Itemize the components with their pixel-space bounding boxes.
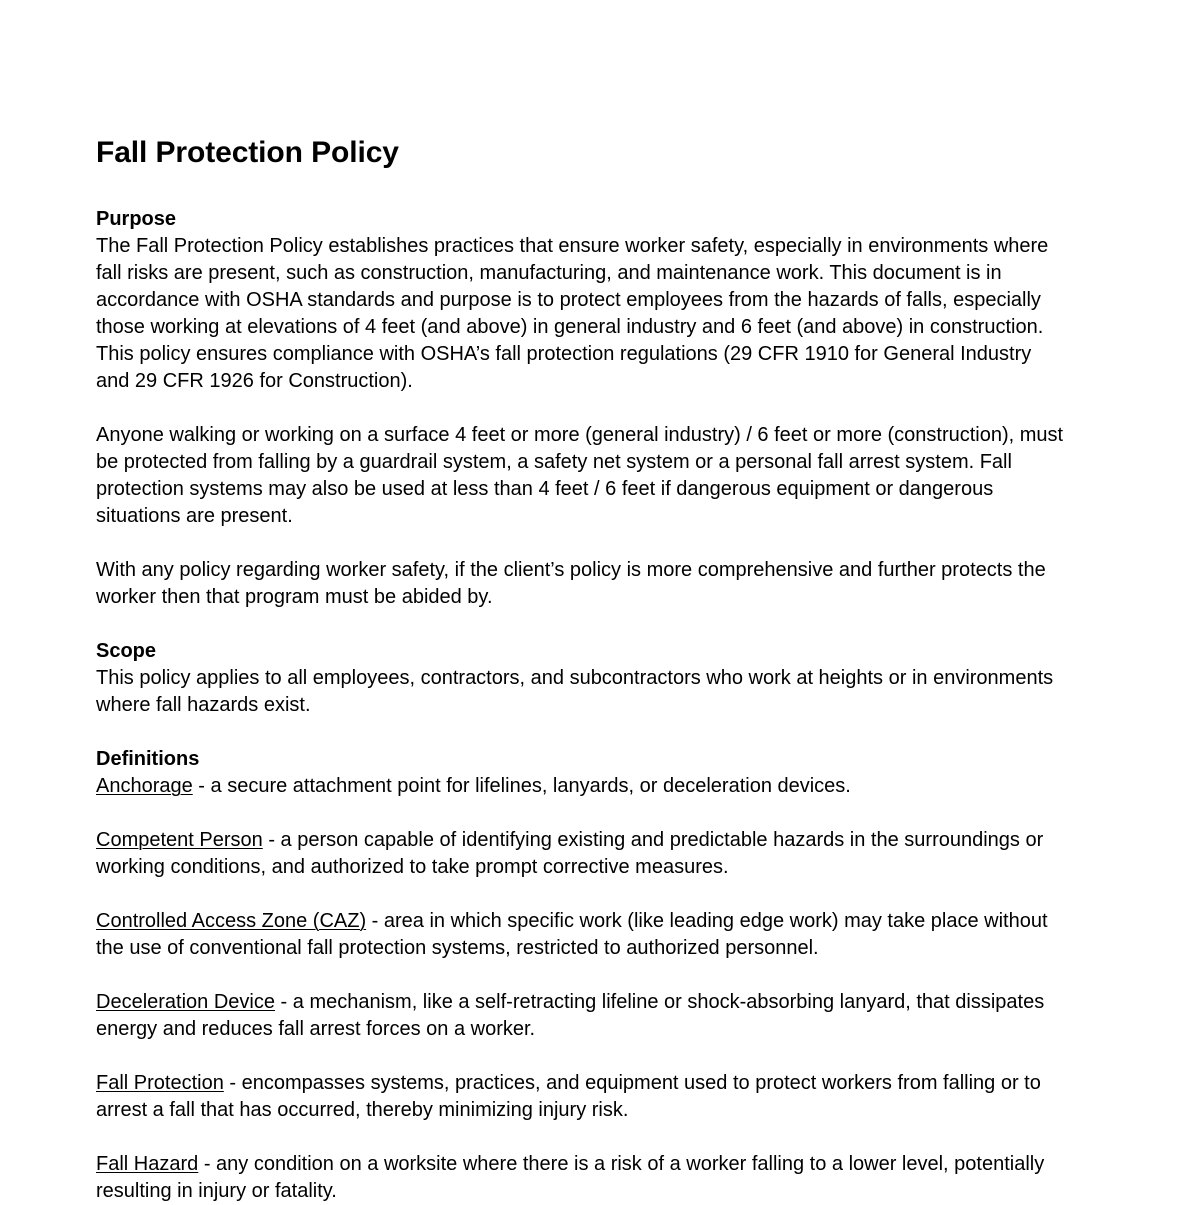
section-scope	[96, 638, 1065, 719]
definition-term: Competent Person	[96, 829, 263, 851]
definition-description: - area in which specific work (like leading edge work) may take place without the use of conventional fall protection systems, restricted to authorized personnel.	[96, 910, 1048, 959]
purpose-paragraph-1: The Fall Protection Policy establishes practices that ensure worker safety, especially in environments where fall risks are present, such as construction, manufacturing, and maintenance work. This document is in accordance with OSHA standards and purpose is to protect employees from the hazards of falls, especially those working at elevations of 4 feet (and above) in general industry and 6 feet (and above) in construction. This policy ensures compliance with OSHA’s fall protection regulations (29 CFR 1910 for General Industry and 29 CFR 1926 for Construction).	[96, 235, 1049, 392]
definitions-list	[96, 773, 1065, 1205]
section-definitions	[96, 746, 1065, 1205]
definition-term: Controlled Access Zone (CAZ)	[96, 910, 367, 932]
definition-description: - a person capable of identifying existing and predictable hazards in the surroundings or working conditions, and authorized to take prompt corrective measures.	[96, 829, 1044, 878]
definition-term: Anchorage	[96, 775, 193, 797]
page-title: Fall Protection Policy	[96, 136, 399, 169]
definition-item	[96, 1070, 1065, 1124]
definition-term: Deceleration Device	[96, 991, 275, 1013]
definition-term: Fall Hazard	[96, 1153, 199, 1175]
section-heading-definitions: Definitions	[96, 748, 200, 770]
definition-item	[96, 989, 1065, 1043]
section-heading-scope: Scope	[96, 640, 157, 662]
definition-description: - a secure attachment point for lifelines, lanyards, or deceleration devices.	[192, 775, 851, 797]
section-purpose	[96, 206, 1065, 611]
purpose-paragraph-3: With any policy regarding worker safety, if the client’s policy is more comprehensive and further protects the worker then that program must be abided by.	[96, 559, 1046, 608]
definition-item	[96, 773, 1065, 800]
definition-term: Fall Protection	[96, 1072, 224, 1094]
definition-description: - encompasses systems, practices, and equipment used to protect workers from falling or to arrest a fall that has occurred, thereby minimizing injury risk.	[96, 1072, 1041, 1121]
section-heading-purpose: Purpose	[96, 208, 177, 230]
definition-item	[96, 908, 1065, 962]
definition-item	[96, 1151, 1065, 1205]
definition-item	[96, 827, 1065, 881]
scope-paragraph-1: This policy applies to all employees, contractors, and subcontractors who work at heights or in environments where fall hazards exist.	[96, 667, 1054, 716]
definition-description: - any condition on a worksite where there is a risk of a worker falling to a lower level, potentially resulting in injury or fatality.	[96, 1153, 1045, 1202]
purpose-paragraph-2: Anyone walking or working on a surface 4 feet or more (general industry) / 6 feet or more (construction), must be protected from falling by a guardrail system, a safety net system or a personal fall arrest system. Fall protection systems may also be used at less than 4 feet / 6 feet if dangerous equipment or dangerous situations are present.	[96, 424, 1064, 527]
definition-description: - a mechanism, like a self-retracting lifeline or shock-absorbing lanyard, that dissipates energy and reduces fall arrest forces on a worker.	[96, 991, 1045, 1040]
